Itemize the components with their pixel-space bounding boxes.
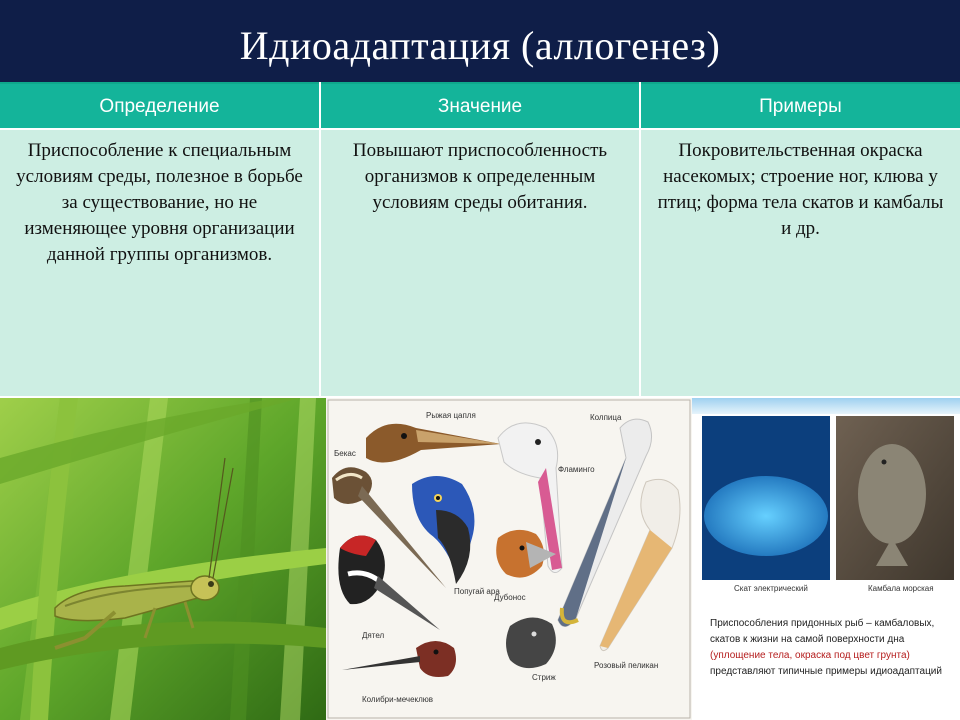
bird-label-parrot: Попугай ара	[454, 587, 500, 596]
page-title: Идиоадаптация (аллогенез)	[239, 23, 721, 68]
flatfish-caption	[710, 616, 950, 680]
table-header-meaning: Значение	[321, 82, 639, 128]
bird-label-pelican: Розовый пеликан	[594, 661, 659, 670]
flounder-label: Камбала морская	[868, 584, 934, 593]
caption-line: скатов к жизни на самой поверхности дна	[710, 634, 905, 645]
swift-drawing	[506, 617, 556, 668]
bird-label-heron: Рыжая цапля	[426, 411, 476, 420]
table-cell-definition: Приспособление к специальным условиям среды, полезное в борьбе за существование, но не изменяющее уровня организации данной группы организмов.	[0, 130, 319, 396]
flatfish-panel	[692, 398, 960, 720]
caption-highlight-line: (уплощение тела, окраска под цвет грунта)	[710, 650, 910, 661]
bird-label-stork: Колпица	[590, 413, 622, 422]
grasshopper-photo	[0, 398, 326, 720]
bird-label-hummingbird: Колибри-мечеклюв	[362, 695, 434, 704]
table-row-divider	[0, 128, 960, 130]
table-header-examples: Примеры	[641, 82, 960, 128]
caption-line: Приспособления придонных рыб – камбаловых,	[710, 618, 935, 629]
bird-label-flamingo: Фламинго	[558, 465, 595, 474]
definition-table	[0, 82, 960, 398]
bird-label-snipe: Бекас	[334, 449, 356, 458]
bird-label-woodpecker: Дятел	[362, 631, 385, 640]
title-bar	[0, 0, 960, 82]
table-cell-meaning: Повышают приспособленность организмов к определенным условиям среды обитания.	[321, 130, 639, 396]
bird-beaks-illustration	[326, 398, 692, 720]
table-header-definition: Определение	[0, 82, 319, 128]
caption-line: представляют типичные примеры идиоадаптаций	[710, 666, 942, 677]
table-cell-examples: Покровительственная окраска насекомых; строение ног, клюва у птиц; форма тела скатов и камбалы и др.	[641, 130, 960, 396]
table-column-divider	[319, 82, 321, 396]
ray-label: Скат электрический	[734, 584, 808, 593]
bird-label-swift: Стриж	[532, 673, 556, 682]
ray-drawing	[704, 476, 828, 556]
table-column-divider	[639, 82, 641, 396]
bird-label-grosbeak: Дубонос	[494, 593, 526, 602]
